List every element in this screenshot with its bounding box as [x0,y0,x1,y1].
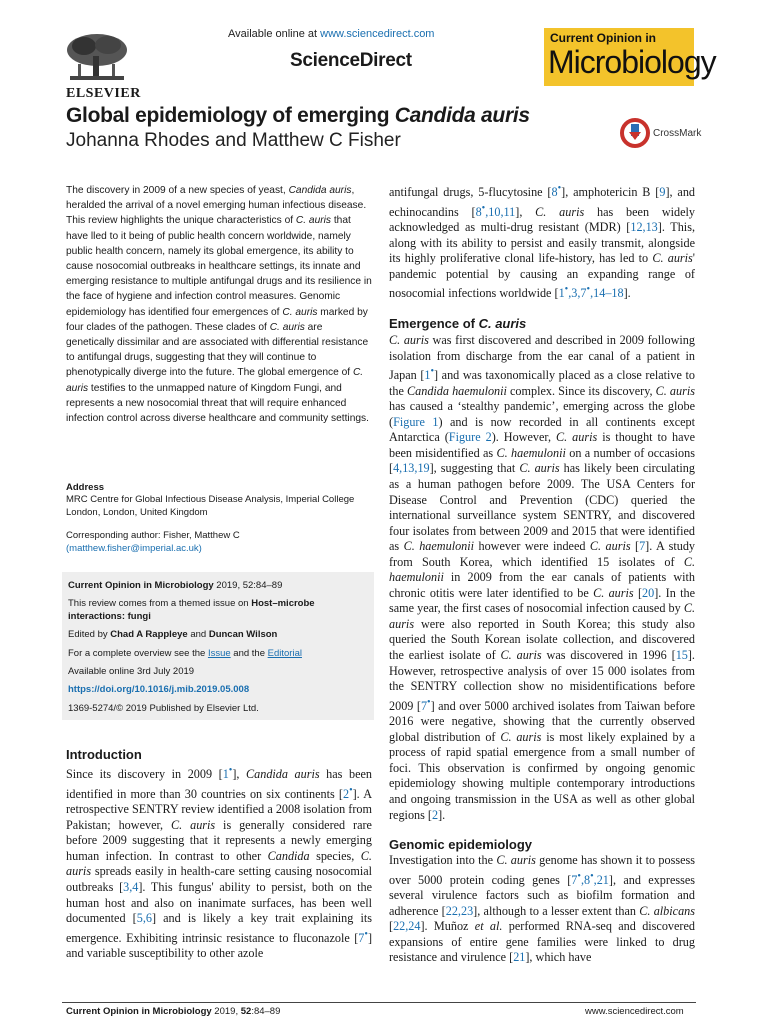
author-email-link[interactable]: (matthew.fisher@imperial.ac.uk) [66,542,202,554]
sciencedirect-brand: ScienceDirect [290,50,412,71]
address-heading: Address [66,482,105,493]
abstract: The discovery in 2009 of a new species of yeast, Candida auris, heralded the arrival of a novel emerging human infectious disease. This review highlights the unique characteristics of C. auris that have lled to it being of public health concern worldwide, namely public health concern, namely its global emergence, its ability to cause nosocomial outbreaks in healthcare settings, its innate and emerging resistance to multiple antifungal drugs and its resilience in the face of hygiene and infection control measures. Genomic epidemiology has identified four emergences of C. auris marked by four clades of the pathogen. These clades of C. auris are genetically dissimilar and are associated with differential resistance to antifungal drugs, suggesting that they will continue to phenotypically diverge into the future. The global emergence of C. auris testifies to the unmapped nature of Kingdom Fungi, and represents a new nosocomial threat that will require enhanced infection control across diverse healthcare and community settings. [66,185,372,425]
genomic-epidemiology-text: Investigation into the C. auris genome has shown it to possess over 5000 protein coding genes [7•,8•,21], and expresses several virulence factors such as biofilm formation and adherence [22,23], although to a lesser extent than C. albicans [22,24]. Muñoz et al. performed RNA-seq and discovered expansions of entire gene families were linked to drug resistance and virulence [21], which have [389,853,696,965]
journal-logo [544,28,716,86]
editorial-link[interactable]: Editorial [267,647,302,659]
address-text: MRC Centre for Global Infectious Disease Analysis, Imperial College London, London, United Kingdom [66,494,355,518]
footer-rule [62,1002,696,1003]
journal-logo-line1: Current Opinion in [550,31,656,45]
genomic-epidemiology-heading: Genomic epidemiology [389,837,533,852]
corresponding-author: Corresponding author: Fisher, Matthew C (matthew.fisher@imperial.ac.uk) [66,530,240,554]
crossmark-label: CrossMark [653,128,702,139]
introduction-heading: Introduction [66,747,142,762]
journal-logo-line2: Microbiology [548,44,716,80]
elsevier-wordmark: ELSEVIER [66,86,141,101]
emergence-heading: Emergence of C. auris [389,316,527,331]
elsevier-tree-logo [64,32,130,84]
crossmark-icon[interactable] [620,118,650,148]
doi-link[interactable]: https://doi.org/10.1016/j.mib.2019.05.008 [68,684,250,696]
article-authors: Johanna Rhodes and Matthew C Fisher [66,130,401,151]
footer-citation: Current Opinion in Microbiology 2019, 52:84–89 [66,1006,281,1017]
footer-website[interactable]: www.sciencedirect.com [585,1006,684,1017]
article-info-box: Current Opinion in Microbiology 2019, 52:84–89 This review comes from a themed issue on Host–microbe interactions: fungi Edited by Chad A Rappleye and Duncan Wilson For a complete overview see the Issue and the Editorial Available online 3rd July 2019 https://doi.org/10.1016/j.mib.2019.05.008 1369-5274/© 2019 Published by Elsevier Ltd. [62,572,374,720]
issue-link[interactable]: Issue [207,647,231,659]
article-title: Global epidemiology of emerging Candida auris [66,104,530,127]
emergence-text: C. auris was first discovered and described in 2009 following isolation from discharge from the ear canal of a patient in Japan [1•] and was taxonomically placed as a close relative to the Candida haemulonii complex. Since its discovery, C. auris has caused a ‘stealthy pandemic’, emerging across the globe (Figure 1) and is now recorded in all continents except Antarctica (Figure 2). However, C. auris is thought to have been misidentified as C. haemulonii on a number of occasions [4,13,19], suggesting that C. auris has likely been circulating as a human pathogen before 2009. The USA Centers for Disease Control and Prevention (CDC) queried the international surveillance system SENTRY, and discovered four isolates from between 2009 and 2015 that were identified as C. haemulonii however were indeed C. auris [7]. A study from South Korea, which identified 15 isolates of C. haemulonii in 2009 from the ear canals of patients with chronic otitis were later identified to be C. auris [20]. In the same year, the first cases of nosocomial infection caused by C. auris were also reported in South Korea; this study also queried the South Korean isolate collection, and discovered the earliest isolate of C. auris was discovered in 1996 [15]. However, retrospective analysis of over 15 000 isolates from the SENTRY collection show no misidentifications before 2009 [7•] and over 5000 archived isolates from Taiwan before 2016 were negative, showing that the currently observed global distribution of C. auris is most likely explained by a process of rapid spatial emergence from a small number of foci. This observation is confirmed by ongoing genomic epidemiology showing multiple contemporary introductions and ongoing transmission in the USA as well as other global regions [2]. [389,333,696,822]
introduction-text: Since its discovery in 2009 [1•], Candida auris has been identified in more than 30 countries on six continents [2•]. A retrospective SENTRY review identified a 2008 isolation from Pakistan; however, C. auris is generally considered rare before 2009 suggesting that it represents a newly emerging human infection. In contrast to other Candida species, C. auris spreads easily in health-care setting causing nosocomial outbreaks [3,4]. This fungus' ability to persist, both on the human host and also on inanimate surfaces, has been well documented [5,6] and is likely a key trait explaining its emergence. Exhibiting intrinsic resistance to fluconazole [7•] and variable susceptibility to other azole [66,765,373,961]
available-online-note: Available online at www.sciencedirect.com [228,28,435,40]
sciencedirect-link[interactable]: www.sciencedirect.com [320,28,435,40]
right-column-continued-text: antifungal drugs, 5-flucytosine [8•], amphotericin B [9], and echinocandins [8•,10,11], C. auris has been widely acknowledged as multi-drug resistant (MDR) [12,13]. This, along with its ability to persist and easily transmit, alongside its highly proliferative clonal life-history, has led to C. auris' pandemic potential by causing an expanding range of nosocomial infections worldwide [1•,3,7•,14–18]. [389,183,696,301]
